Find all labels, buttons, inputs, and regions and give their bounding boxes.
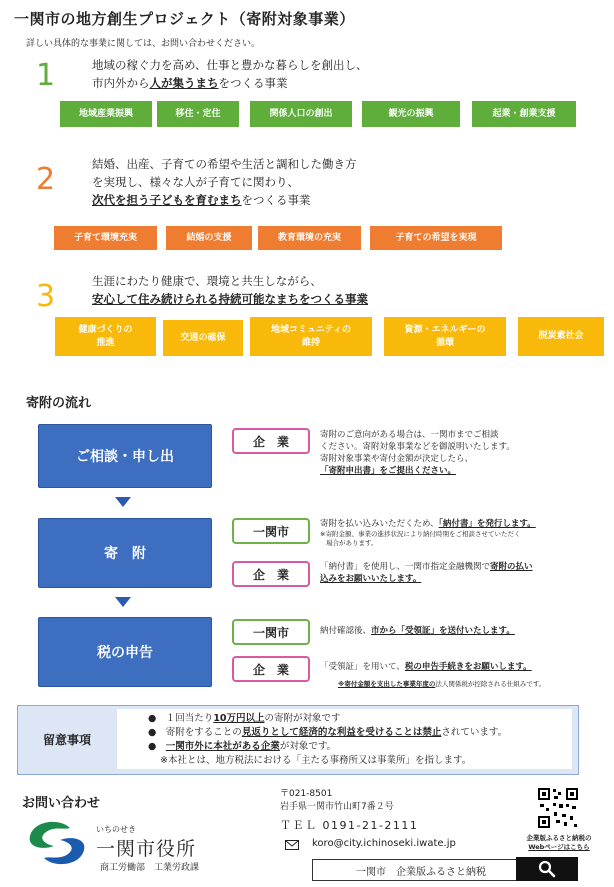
- notes-label: 留意事項: [42, 732, 91, 747]
- tag-decarbonization: 脱炭素社会: [518, 317, 604, 356]
- actor-company-1: 企 業: [232, 428, 310, 454]
- tag-startup-support: 起業・創業支援: [472, 101, 576, 127]
- tag-childcare-environment: 子育て環境充実: [54, 226, 157, 250]
- address-block: [280, 788, 394, 814]
- project-1-line2-pre: 市内外から: [92, 76, 150, 90]
- tag-community: 地域コミュニティの 維持: [250, 317, 372, 356]
- tag-resource-energy: 資源・エネルギーの 循環: [384, 317, 506, 356]
- tag-tourism: 観光の振興: [362, 101, 460, 127]
- qr-caption: 企業版ふるさと納税の Webページはこちら: [526, 834, 592, 851]
- tag-transport: 交通の確保: [163, 320, 243, 356]
- project-3-line2-bold: 安心して住み続けられる持続可能なまちをつくる事業: [92, 292, 368, 306]
- search-box[interactable]: 一関市 企業版ふるさと納税: [312, 859, 530, 881]
- note-item-1: ● １回当たり10万円以上の寄附が対象です: [148, 713, 341, 724]
- flow-arrow-2: [115, 597, 131, 607]
- tag-migration: 移住・定住: [157, 101, 239, 127]
- project-1-line1: 地域の稼ぐ力を高め、仕事と豊かな暮らしを創出し、: [92, 58, 368, 72]
- project-2-line3-post: をつくる事業: [241, 193, 311, 207]
- flow-desc-2: 寄附を払い込みいただくため、「納付書」を発行します。 ※寄附金額、事業の進捗状況により納付時期をご相談させていただく 場合があります。: [320, 519, 536, 547]
- flow-desc-5: 「受領証」を用いて、税の申告手続きをお願いします。: [320, 662, 532, 672]
- department: 商工労働部 工業労政課: [100, 863, 200, 873]
- search-icon: [538, 860, 556, 878]
- flow-desc-1: 寄附のご意向がある場合は、一関市までご相談 ください。寄附対象事業などを御説明いたします。 寄附対象事業や寄付金額が決定したら、 「寄附申出書」をご提出ください。: [320, 430, 515, 476]
- project-3-line1: 生涯にわたり健康で、環境と共生しながら、: [92, 274, 322, 288]
- tag-health: 健康づくりの 推進: [55, 317, 156, 356]
- tag-related-population: 関係人口の創出: [250, 101, 352, 127]
- zip-code: 〒021-8501: [280, 789, 333, 799]
- tag-marriage-support: 結婚の支援: [166, 226, 252, 250]
- flow-desc-4: 納付確認後、市から「受領証」を送付いたします。: [320, 626, 515, 636]
- city-name-reading: いちのせき: [96, 825, 136, 834]
- actor-company-2: 企 業: [232, 561, 310, 587]
- flow-desc-3: 「納付書」を使用し、一関市指定金融機関で寄附の払い 込みをお願いいたします。: [320, 562, 533, 584]
- city-logo-icon: [24, 818, 90, 868]
- note-item-4: ※本社とは、地方税法における「主たる事務所又は事業所」を指します。: [160, 755, 472, 766]
- project-2-line1: 結婚、出産、子育ての希望や生活と調和した働き方: [92, 157, 357, 171]
- intro-text: 詳しい具体的な事業に関しては、お問い合わせください。: [26, 39, 261, 49]
- tag-regional-industry: 地域産業振興: [60, 101, 152, 127]
- project-1-line2-bold: 人が集うまち: [149, 76, 219, 90]
- project-3-text: [92, 272, 368, 308]
- qr-code[interactable]: [536, 786, 580, 830]
- note-item-3: ● 一関市外に本社がある企業が対象です。: [148, 741, 337, 752]
- actor-city-2: 一関市: [232, 619, 310, 645]
- actor-company-3: 企 業: [232, 656, 310, 682]
- project-number-1: 1: [36, 58, 56, 93]
- page-title: 一関市の地方創生プロジェクト（寄附対象事業）: [14, 10, 355, 28]
- project-number-3: 3: [36, 279, 56, 314]
- project-1-text: [92, 56, 368, 92]
- flow-step-consultation: ご相談・申し出: [38, 424, 212, 488]
- project-2-text: [92, 155, 357, 209]
- note-item-2: ● 寄附をすることの見返りとして経済的な利益を受けることは禁止されています。: [148, 727, 508, 738]
- project-2-line2: を実現し、様々な人が子育てに関わり、: [92, 175, 299, 189]
- contact-title: お問い合わせ: [22, 796, 101, 811]
- city-name: 一関市役所: [96, 838, 197, 860]
- flow-arrow-1: [115, 497, 131, 507]
- email-link[interactable]: koro@city.ichinoseki.iwate.jp: [312, 838, 456, 849]
- mail-icon: [285, 840, 299, 850]
- tag-education-environment: 教育環境の充実: [258, 226, 361, 250]
- project-2-line3-bold: 次代を担う子どもを育むまち: [92, 193, 242, 207]
- flow-desc-5-note: ※寄付金額を支出した事業年度の法人関係税が控除される仕組みです。: [338, 680, 546, 688]
- search-button[interactable]: [516, 857, 578, 881]
- flow-step-tax: 税の申告: [38, 617, 212, 687]
- project-1-line2-post: をつくる事業: [218, 76, 288, 90]
- tag-childcare-hopes: 子育ての希望を実現: [370, 226, 502, 250]
- actor-city-1: 一関市: [232, 518, 310, 544]
- address: 岩手県一関市竹山町7番２号: [280, 802, 394, 812]
- flow-step-donation: 寄 附: [38, 518, 212, 588]
- notes-text: [148, 712, 507, 768]
- project-number-2: 2: [36, 162, 56, 197]
- flow-heading: 寄附の流れ: [26, 396, 92, 411]
- telephone: ＴＥＬ 0191-21-2111: [280, 819, 419, 832]
